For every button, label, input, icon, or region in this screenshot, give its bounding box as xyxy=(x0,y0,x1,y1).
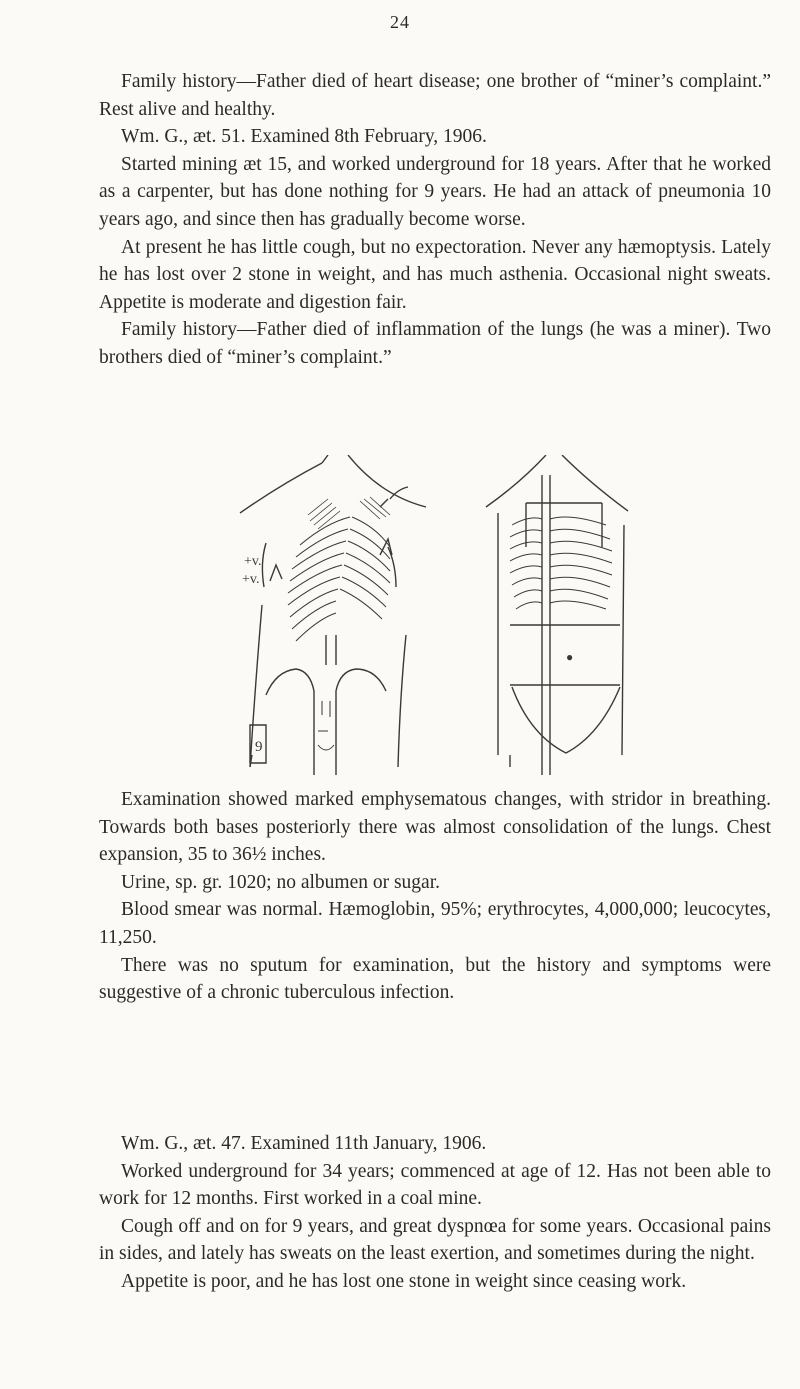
paragraph: There was no sputum for examination, but the history and symptoms were suggestive of a chronic tuberculous infection. xyxy=(99,954,771,1004)
case-history-section xyxy=(99,68,771,372)
front-chest-view xyxy=(240,455,426,775)
paragraph: Appetite is poor, and he has lost one stone in weight since ceasing work. xyxy=(121,1270,687,1292)
front-label-upper: +v. xyxy=(244,554,262,569)
front-label-bottom: 9 xyxy=(255,739,263,755)
paragraph: Wm. G., æt. 51. Examined 8th February, 1906. xyxy=(121,126,487,148)
paragraph: Worked underground for 34 years; commenced at age of 12. Has not been able to work for 12 months. First worked in a coal mine. xyxy=(99,1160,771,1210)
paragraph: Blood smear was normal. Hæmoglobin, 95%; erythrocytes, 4,000,000; leucocytes, 11,250. xyxy=(99,899,771,948)
paragraph: Cough off and on for 9 years, and great dyspnœa for some years. Occasional pains in sides, and lately has sweats on the least exertion, and sometimes during the night. xyxy=(99,1215,771,1265)
paragraph: Examination showed marked emphysematous changes, with stridor in breathing. Towards both bases posteriorly there was almost consolidation of the lungs. Chest expansion, 35 to 36½ inches. xyxy=(99,789,771,866)
page-number: 24 xyxy=(390,12,410,32)
paragraph: Urine, sp. gr. 1020; no albumen or sugar. xyxy=(121,871,440,893)
paragraph: Family history—Father died of heart disease; one brother of “miner’s complaint.” Rest alive and healthy. xyxy=(99,71,771,120)
chest-diagram-figure xyxy=(230,455,655,785)
paragraph: Started mining æt 15, and worked underground for 18 years. After that he worked as a carpenter, but has done nothing for 9 years. He had an attack of pneumonia 10 years ago, and since then has gradually become worse. xyxy=(99,153,771,230)
paragraph: Wm. G., æt. 47. Examined 11th January, 1906. xyxy=(121,1133,487,1154)
second-case-section xyxy=(99,1130,771,1296)
paragraph: Family history—Father died of inflammation of the lungs (he was a miner). Two brothers died of “miner’s complaint.” xyxy=(99,319,771,368)
back-chest-view xyxy=(486,455,628,775)
examination-section xyxy=(99,786,771,1007)
back-label-centre: ● xyxy=(566,650,574,664)
front-label-lower: +v. xyxy=(242,572,260,587)
paragraph: At present he has little cough, but no expectoration. Never any hæmoptysis. Lately he has lost over 2 stone in weight, and has much asthenia. Occasional night sweats. Appetite is moderate and digestion fair. xyxy=(99,236,771,313)
chest-diagram xyxy=(230,455,655,785)
